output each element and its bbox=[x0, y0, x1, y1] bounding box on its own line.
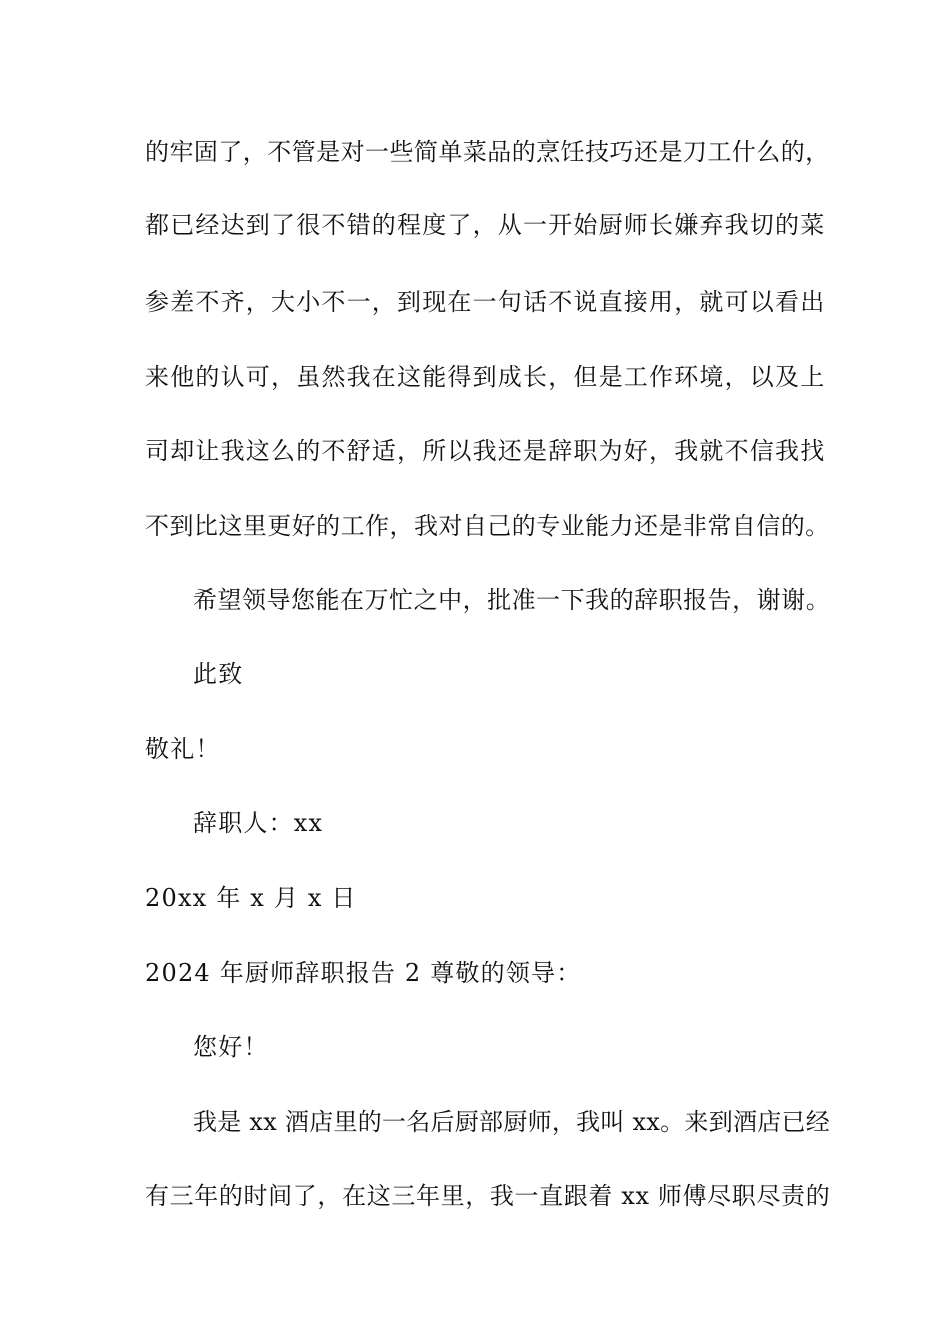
body-text-line: 司却让我这么的不舒适，所以我还是辞职为好，我就不信我找 bbox=[145, 437, 826, 465]
closing-regards: 敬礼！ bbox=[145, 735, 221, 763]
greeting: 您好！ bbox=[193, 1033, 269, 1061]
body-text-line: 的牢固了，不管是对一些简单菜品的烹饪技巧还是刀工什么的， bbox=[145, 138, 830, 166]
body-text-line: 参差不齐，大小不一，到现在一句话不说直接用，就可以看出 bbox=[145, 288, 826, 316]
body-text-line: 有三年的时间了，在这三年里，我一直跟着 xx 师傅尽职尽责的 bbox=[145, 1182, 831, 1210]
date-line: 20xx 年 x 月 x 日 bbox=[145, 884, 357, 912]
signatory: 辞职人：xx bbox=[193, 809, 324, 837]
body-text-line: 都已经达到了很不错的程度了，从一开始厨师长嫌弃我切的菜 bbox=[145, 211, 826, 239]
closing-salutation: 此致 bbox=[193, 660, 244, 688]
body-text-line: 不到比这里更好的工作，我对自己的专业能力还是非常自信的。 bbox=[145, 512, 830, 540]
section-heading: 2024 年厨师辞职报告 2 尊敬的领导： bbox=[145, 959, 582, 987]
request-paragraph: 希望领导您能在万忙之中，批准一下我的辞职报告，谢谢。 bbox=[193, 586, 831, 614]
body-text-line: 我是 xx 酒店里的一名后厨部厨师，我叫 xx。来到酒店已经 bbox=[193, 1108, 831, 1136]
body-text-line: 来他的认可，虽然我在这能得到成长，但是工作环境，以及上 bbox=[145, 363, 826, 391]
